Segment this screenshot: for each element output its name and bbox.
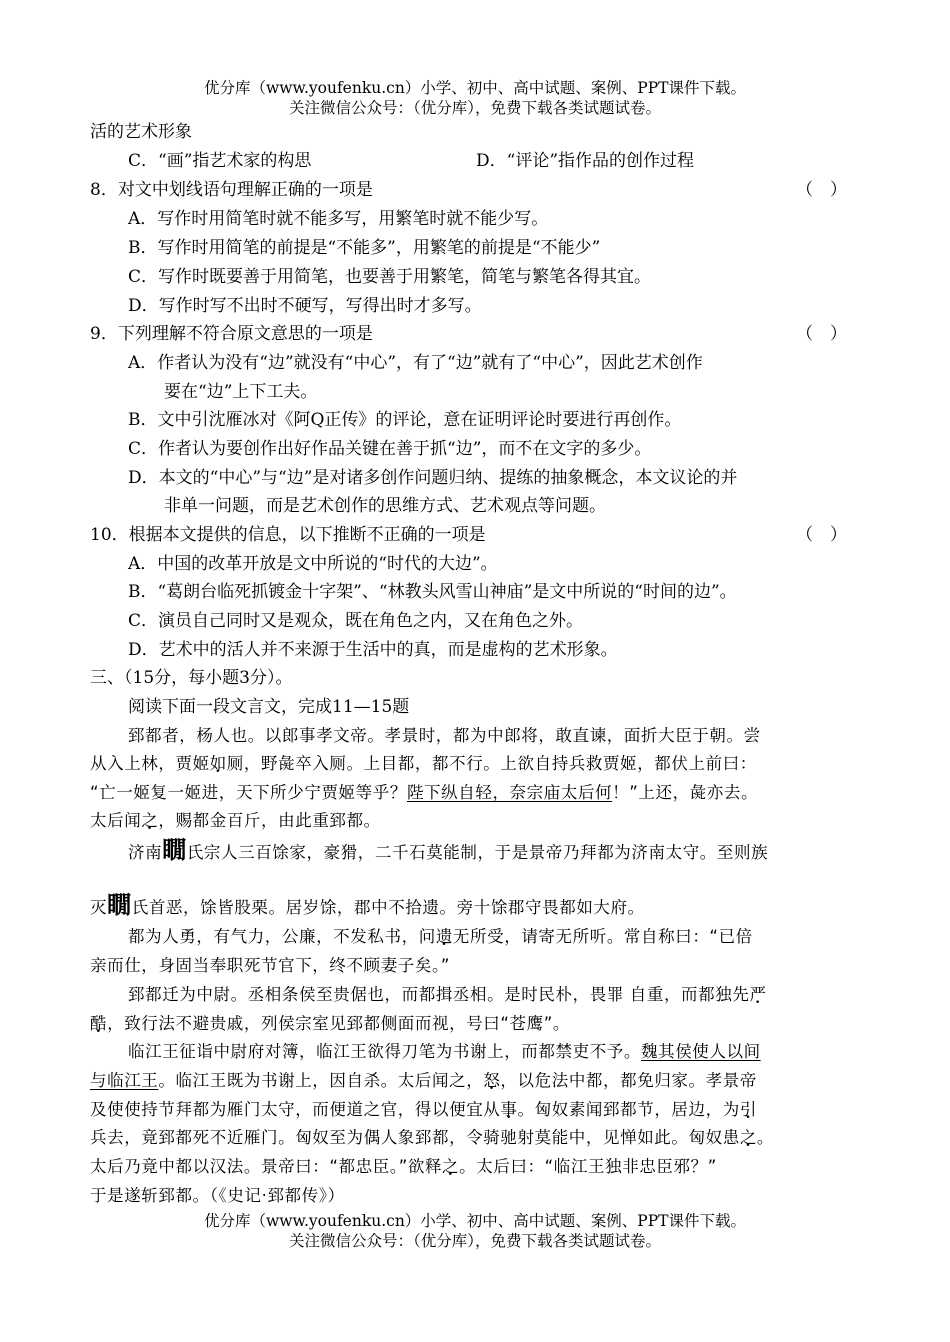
rare-character: 瞯 bbox=[107, 891, 132, 919]
q8-option-c: C．写作时既要善于用简笔，也要善于用繁笔，简笔与繁笔各得其宜。 bbox=[128, 267, 652, 287]
q7-option-b-continuation: 活的艺术形象 bbox=[90, 122, 192, 142]
passage-p5-line4: 兵去，竟郅都死不近雁门。匈奴至为偶人象郅都，令骑驰射莫能中，见惮如此。匈奴患之。 bbox=[90, 1128, 775, 1147]
q10-stem: 10．根据本文提供的信息，以下推断不正确的一项是 bbox=[90, 525, 486, 545]
passage-p1-line4: 太后闻之，赐都金百斤，由此重郅都。 bbox=[90, 811, 381, 830]
q10-answer-paren: （ ） bbox=[796, 525, 847, 545]
underlined-sentence: 与临江王 bbox=[90, 1071, 159, 1090]
q8-stem: 8．对文中划线语句理解正确的一项是 bbox=[90, 180, 373, 200]
emphasis-dot-word: 怒 bbox=[483, 1071, 501, 1090]
q7-option-d: D．“评论”指作品的创作过程 bbox=[476, 151, 695, 171]
passage-p5-line6: 于是遂斩郅都。（《史记·郅都传》） bbox=[90, 1186, 345, 1205]
q9-option-a-line2: 要在“边”上下工夫。 bbox=[164, 382, 318, 402]
q8-answer-paren: （ ） bbox=[796, 180, 847, 200]
footer-line-2: 关注微信公众号：（优分库），免费下载各类试题试卷。 bbox=[288, 1232, 661, 1250]
passage-p5-line5: 太后乃竟中都以汉法。景帝曰：“都忠臣。”欲释之。太后曰：“临江王独非忠臣邪？” bbox=[90, 1157, 717, 1176]
q8-option-a: A．写作时用简笔时就不能多写，用繁笔时就不能少写。 bbox=[128, 209, 549, 229]
q9-stem: 9．下列理解不符合原文意思的一项是 bbox=[90, 324, 373, 344]
footer-line-1: 优分库（www.youfenku.cn）小学、初中、高中试题、案例、PPT课件下载。 bbox=[203, 1212, 747, 1230]
passage-p2-line2: 灭瞯氏首恶，馀皆股栗。居岁馀，郡中不拾遗。旁十馀郡守畏都如大府。 bbox=[90, 891, 645, 919]
passage-p5-line3: 及使使持节拜都为雁门太守，而便道之官，得以便宜从事。匈奴素闻郅都节，居边，为引 bbox=[90, 1100, 757, 1119]
passage-p1-line2: 从入上林，贾姬如厕，野彘卒入厕。上目都，都不行。上欲自持兵救贾姬，都伏上前曰： bbox=[90, 754, 757, 773]
passage-p2-line1: 济南瞯氏宗人三百馀家，豪猾，二千石莫能制，于是景帝乃拜都为济南太守。至则族 bbox=[128, 836, 769, 864]
q8-option-b: B．写作时用简笔的前提是“不能多”，用繁笔的前提是“不能少” bbox=[128, 238, 601, 258]
underlined-sentence: 魏其侯使人以间 bbox=[641, 1042, 761, 1061]
passage-p3-line2: 亲而仕，身固当奉职死节官下，终不顾妻子矣。” bbox=[90, 956, 450, 975]
passage-p4-line2: 酷，致行法不避贵戚，列侯宗室见郅都侧面而视，号曰“苍鹰”。 bbox=[90, 1014, 571, 1033]
q10-option-a: A．中国的改革开放是文中所说的“时代的大边”。 bbox=[128, 554, 498, 574]
passage-p4-line1: 郅都迁为中尉。丞相条侯至贵倨也，而都揖丞相。是时民朴，畏罪 自重，而都独先严 bbox=[128, 985, 767, 1004]
emphasis-dot-word: 事 bbox=[500, 1100, 518, 1119]
passage-p1-line1: 郅都者，杨人也。以郎事孝文帝。孝景时，都为中郎将，敢直谏，面折大臣于朝。尝 bbox=[128, 726, 761, 745]
underlined-sentence: 陛下纵自轻，奈宗庙太后何 bbox=[406, 783, 613, 802]
q10-option-b: B．“葛朗台临死抓镀金十字架”、“林教头风雪山神庙”是文中所说的“时间的边”。 bbox=[128, 582, 737, 602]
q9-option-d-line2: 非单一问题，而是艺术创作的思维方式、艺术观点等问题。 bbox=[164, 496, 606, 516]
section-3-instruction: 阅读下面一段文言文，完成11—15题 bbox=[128, 697, 410, 717]
q9-option-b: B．文中引沈雁冰对《阿Q正传》的评论，意在证明评论时要进行再创作。 bbox=[128, 410, 682, 430]
emphasis-dot-word: 遗 bbox=[435, 927, 453, 946]
q9-answer-paren: （ ） bbox=[796, 324, 847, 344]
q9-option-d-line1: D．本文的“中心”与“边”是对诸多创作问题归纳、提练的抽象概念，本文议论的并 bbox=[128, 468, 738, 488]
passage-p1-line3: “亡一姬复一姬进，天下所少宁贾姬等乎？陛下纵自轻，奈宗庙太后何！”上还，彘亦去。 bbox=[90, 783, 759, 802]
emphasis-dot-word: 严 bbox=[749, 985, 767, 1004]
q9-option-c: C．作者认为要创作出好作品关键在善于抓“边”，而不在文字的多少。 bbox=[128, 439, 652, 459]
q10-option-c: C．演员自己同时又是观众，既在角色之内，又在角色之外。 bbox=[128, 611, 584, 631]
passage-p5-line2: 与临江王。临江王既为书谢上，因自杀。太后闻之，怒，以危法中都，都免归家。孝景帝 bbox=[90, 1071, 757, 1090]
rare-character: 瞯 bbox=[162, 836, 187, 864]
emphasis-dot-word: 如 bbox=[209, 754, 227, 773]
q7-option-c: C．“画”指艺术家的构思 bbox=[128, 151, 312, 171]
header-line-1: 优分库（www.youfenku.cn）小学、初中、高中试题、案例、PPT课件下载。 bbox=[203, 79, 747, 97]
passage-p5-line1: 临江王征诣中尉府对簿，临江王欲得刀笔为书谢上，而都禁吏不予。魏其侯使人以间 bbox=[128, 1042, 761, 1061]
header-line-2: 关注微信公众号：（优分库），免费下载各类试题试卷。 bbox=[288, 99, 661, 117]
q9-option-a-line1: A．作者认为没有“边”就没有“中心”，有了“边”就有了“中心”，因此艺术创作 bbox=[128, 353, 703, 373]
emphasis-dot-word: 引 bbox=[739, 1100, 757, 1119]
section-3-heading: 三、（15分，每小题3分）。 bbox=[90, 668, 293, 688]
q10-option-d: D．艺术中的活人并不来源于生活中的真，而是虚构的艺术形象。 bbox=[128, 640, 618, 660]
emphasis-dot-word: 之 bbox=[739, 1128, 757, 1147]
emphasis-dot-word: 之 bbox=[141, 811, 159, 830]
emphasis-dot-word: 之 bbox=[442, 1157, 460, 1176]
passage-p3-line1: 都为人勇，有气力，公廉，不发私书，问遗无所受，请寄无所听。常自称曰：“已倍 bbox=[128, 927, 753, 946]
q8-option-d: D．写作时写不出时不硬写，写得出时才多写。 bbox=[128, 296, 482, 316]
emphasis-dot-word: 酷 bbox=[90, 1014, 108, 1033]
